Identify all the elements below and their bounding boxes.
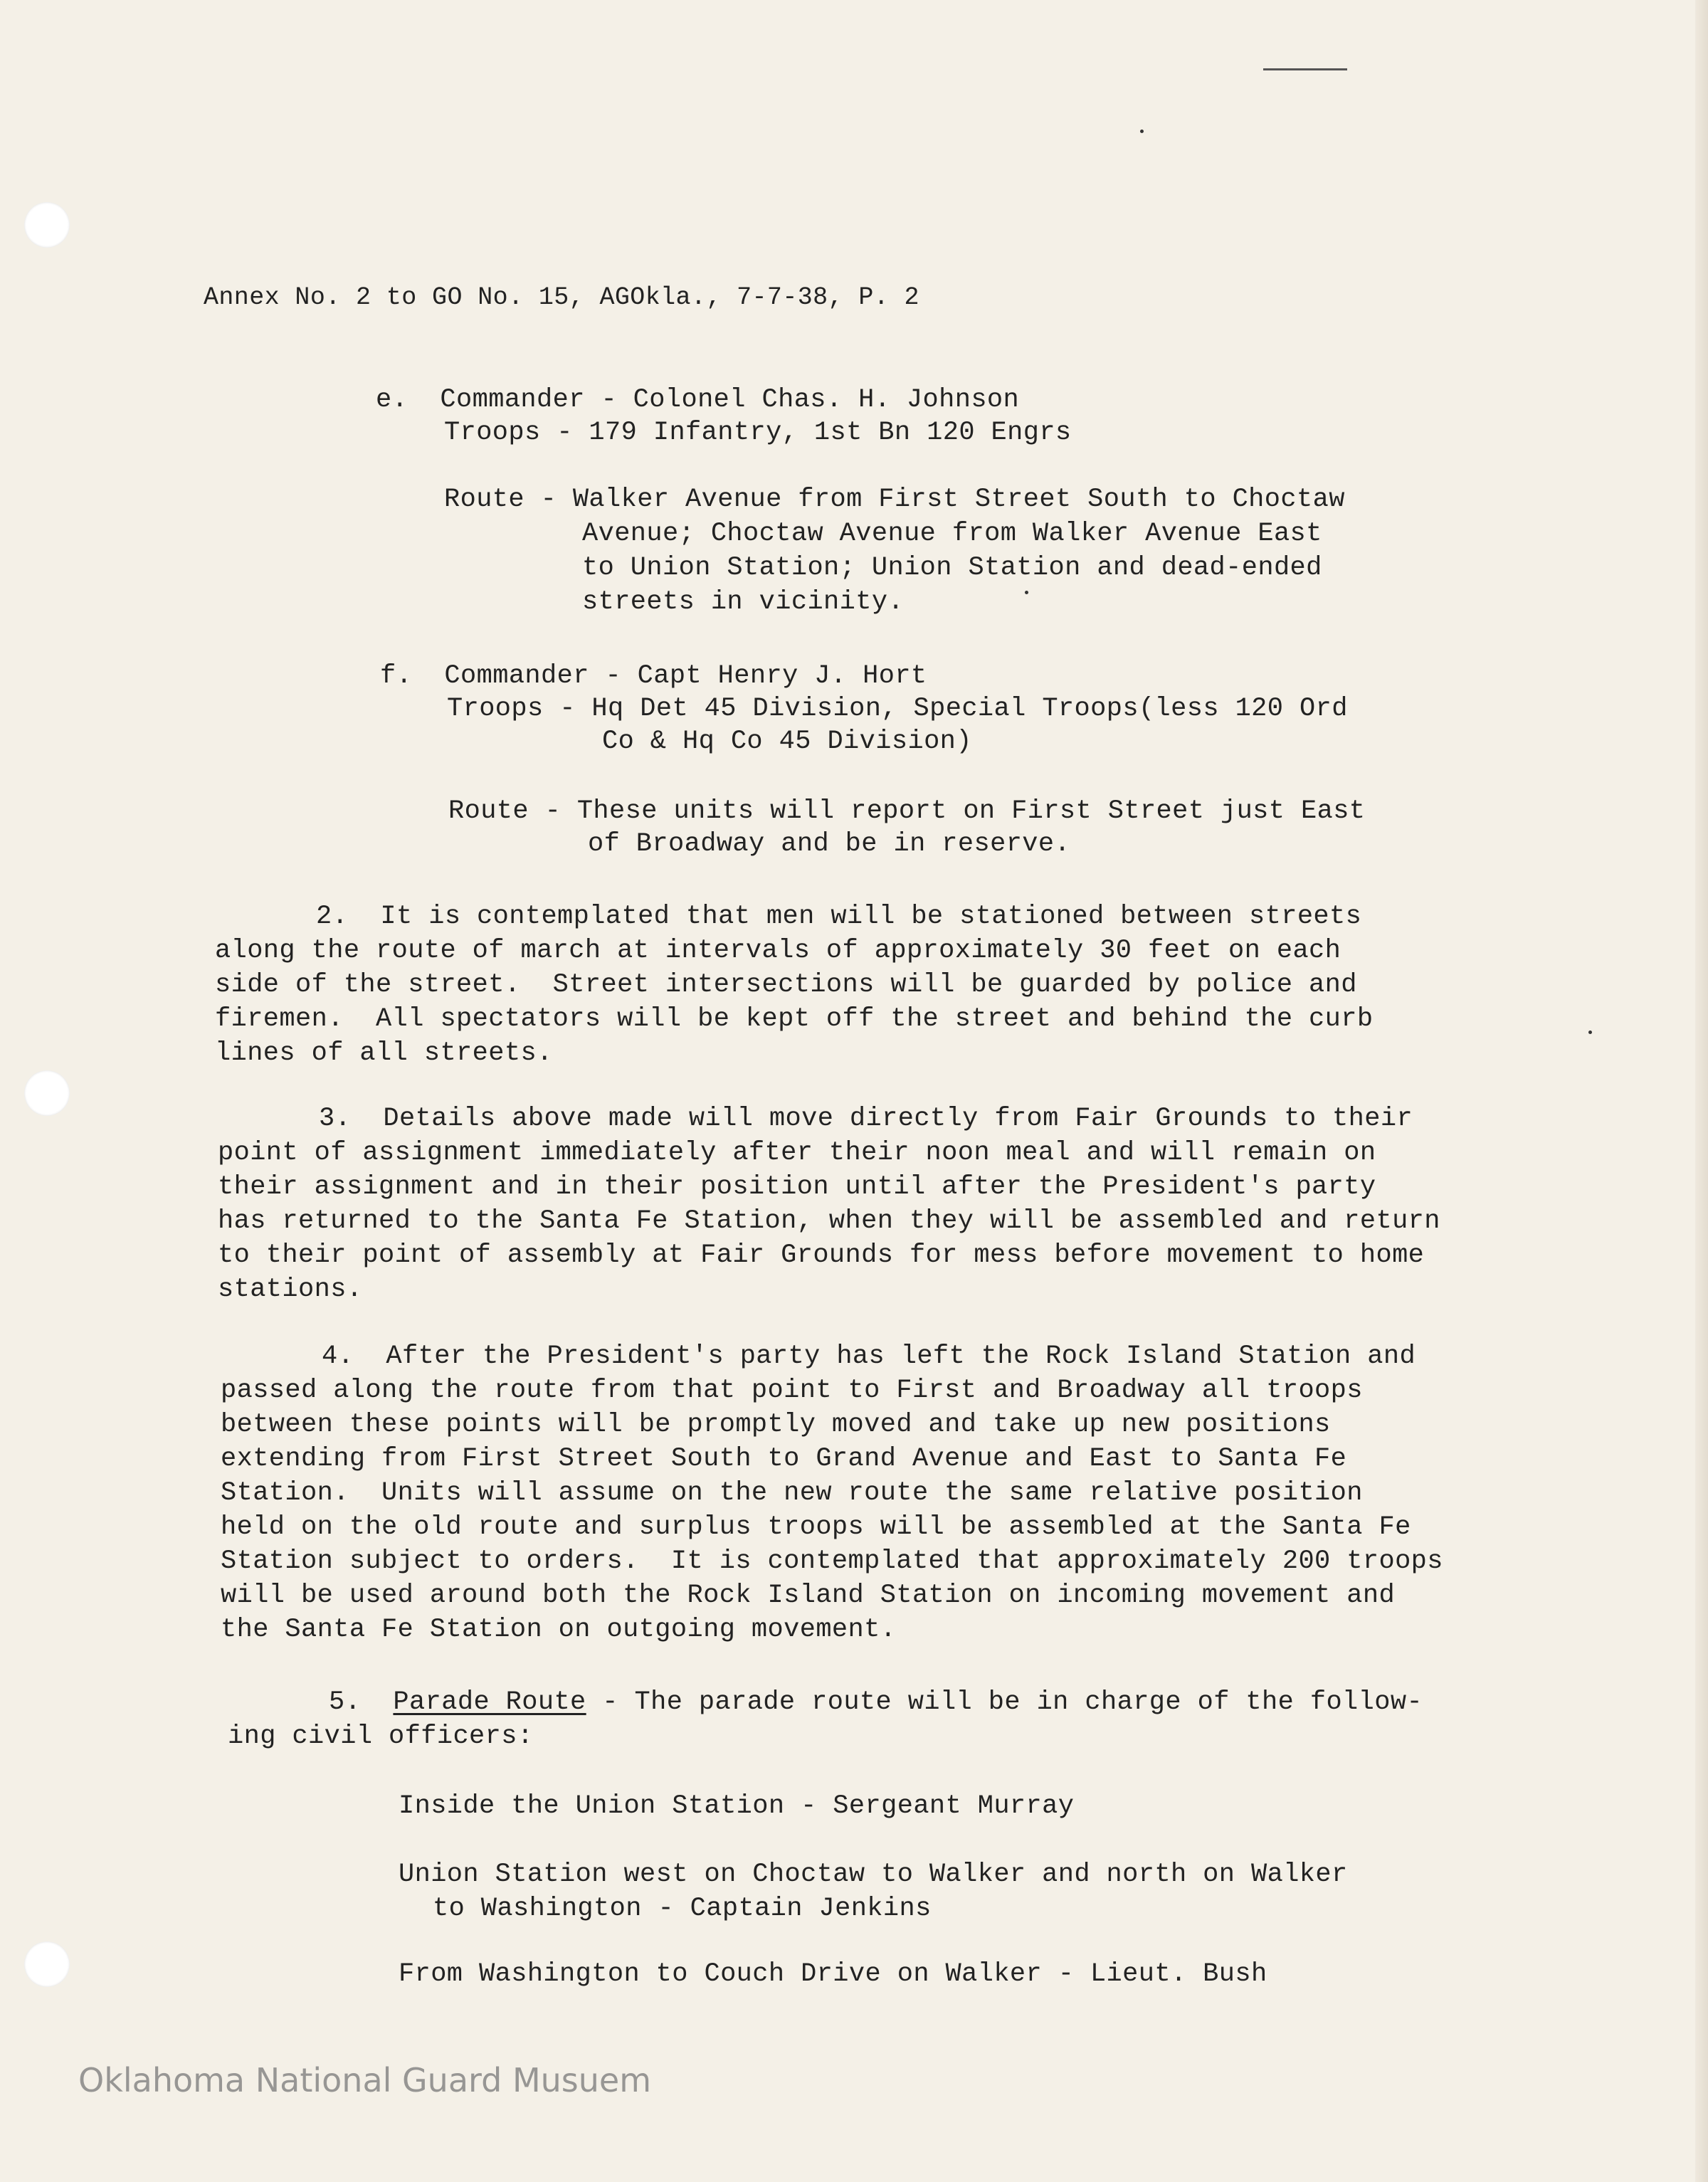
para-4-line: 4. After the President's party has left the Rock Island Station and — [322, 1342, 1416, 1371]
para-4-line: Station subject to orders. It is contemplated that approximately 200 troops — [221, 1546, 1443, 1576]
para-3-line: has returned to the Santa Fe Station, when they will be assembled and return — [218, 1206, 1440, 1236]
para-4-line: extending from First Street South to Grand Avenue and East to Santa Fe — [221, 1444, 1347, 1474]
para-f-troops-cont: Co & Hq Co 45 Division) — [602, 727, 972, 757]
para-5-text: - The parade route will be in charge of the follow- — [586, 1687, 1423, 1717]
paper-edge — [1695, 0, 1708, 2182]
pencil-mark — [1263, 68, 1347, 70]
para-5-line: ing civil officers: — [228, 1722, 534, 1751]
para-2-line: side of the street. Street intersections will be guarded by police and — [215, 970, 1357, 1000]
punch-hole — [24, 202, 70, 248]
para-3-line: stations. — [218, 1275, 363, 1305]
para-4-line: the Santa Fe Station on outgoing movement. — [221, 1615, 897, 1645]
para-e-commander: e. Commander - Colonel Chas. H. Johnson — [376, 385, 1020, 415]
para-e-troops: Troops - 179 Infantry, 1st Bn 120 Engrs — [444, 418, 1072, 448]
para-f-troops: Troops - Hq Det 45 Division, Special Troops(less 120 Ord — [447, 694, 1348, 724]
para-5-first-line — [329, 1687, 1423, 1718]
para-3-line: 3. Details above made will move directly from Fair Grounds to their — [319, 1104, 1413, 1134]
para-4-line: between these points will be promptly moved and take up new positions — [221, 1410, 1331, 1440]
para-e-route-line: Route - Walker Avenue from First Street South to Choctaw — [444, 485, 1345, 515]
officer-assignment: From Washington to Couch Drive on Walker - Lieut. Bush — [399, 1959, 1267, 1989]
ink-speck — [1140, 130, 1144, 133]
para-4-line: will be used around both the Rock Island Station on incoming movement and — [221, 1581, 1396, 1611]
para-2-line: along the route of march at intervals of approximately 30 feet on each — [215, 936, 1341, 966]
para-f-route-line: of Broadway and be in reserve. — [588, 829, 1071, 859]
para-f-route-line: Route - These units will report on First Street just East — [448, 796, 1366, 826]
para-3-line: point of assignment immediately after their noon meal and will remain on — [218, 1138, 1376, 1168]
para-4-line: held on the old route and surplus troops will be assembled at the Santa Fe — [221, 1512, 1411, 1542]
para-4-line: Station. Units will assume on the new route the same relative position — [221, 1478, 1363, 1508]
para-5-number: 5. — [329, 1687, 394, 1717]
museum-watermark: Oklahoma National Guard Musuem — [78, 2061, 652, 2099]
para-e-route-line: streets in vicinity. — [582, 587, 905, 617]
officer-assignment: Inside the Union Station - Sergeant Murray — [399, 1791, 1075, 1821]
para-2-line: firemen. All spectators will be kept off the street and behind the curb — [215, 1004, 1374, 1034]
para-2-line: 2. It is contemplated that men will be stationed between streets — [316, 902, 1362, 932]
officer-assignment-cont: to Washington - Captain Jenkins — [433, 1894, 932, 1924]
punch-hole — [24, 1070, 70, 1116]
ink-speck — [1025, 591, 1028, 594]
punch-hole — [24, 1941, 70, 1987]
para-e-route-line: to Union Station; Union Station and dead-ended — [582, 553, 1322, 583]
ink-speck — [1588, 1031, 1592, 1034]
document-header: Annex No. 2 to GO No. 15, AGOkla., 7-7-38, P. 2 — [204, 283, 919, 312]
parade-route-heading: Parade Route — [393, 1687, 586, 1717]
para-4-line: passed along the route from that point to First and Broadway all troops — [221, 1376, 1363, 1406]
para-f-commander: f. Commander - Capt Henry J. Hort — [380, 661, 927, 691]
para-3-line: to their point of assembly at Fair Grounds for mess before movement to home — [218, 1240, 1425, 1270]
para-3-line: their assignment and in their position until after the President's party — [218, 1172, 1376, 1202]
para-e-route-line: Avenue; Choctaw Avenue from Walker Avenue East — [582, 519, 1322, 549]
para-2-line: lines of all streets. — [215, 1038, 553, 1068]
officer-assignment: Union Station west on Choctaw to Walker and north on Walker — [399, 1860, 1348, 1890]
